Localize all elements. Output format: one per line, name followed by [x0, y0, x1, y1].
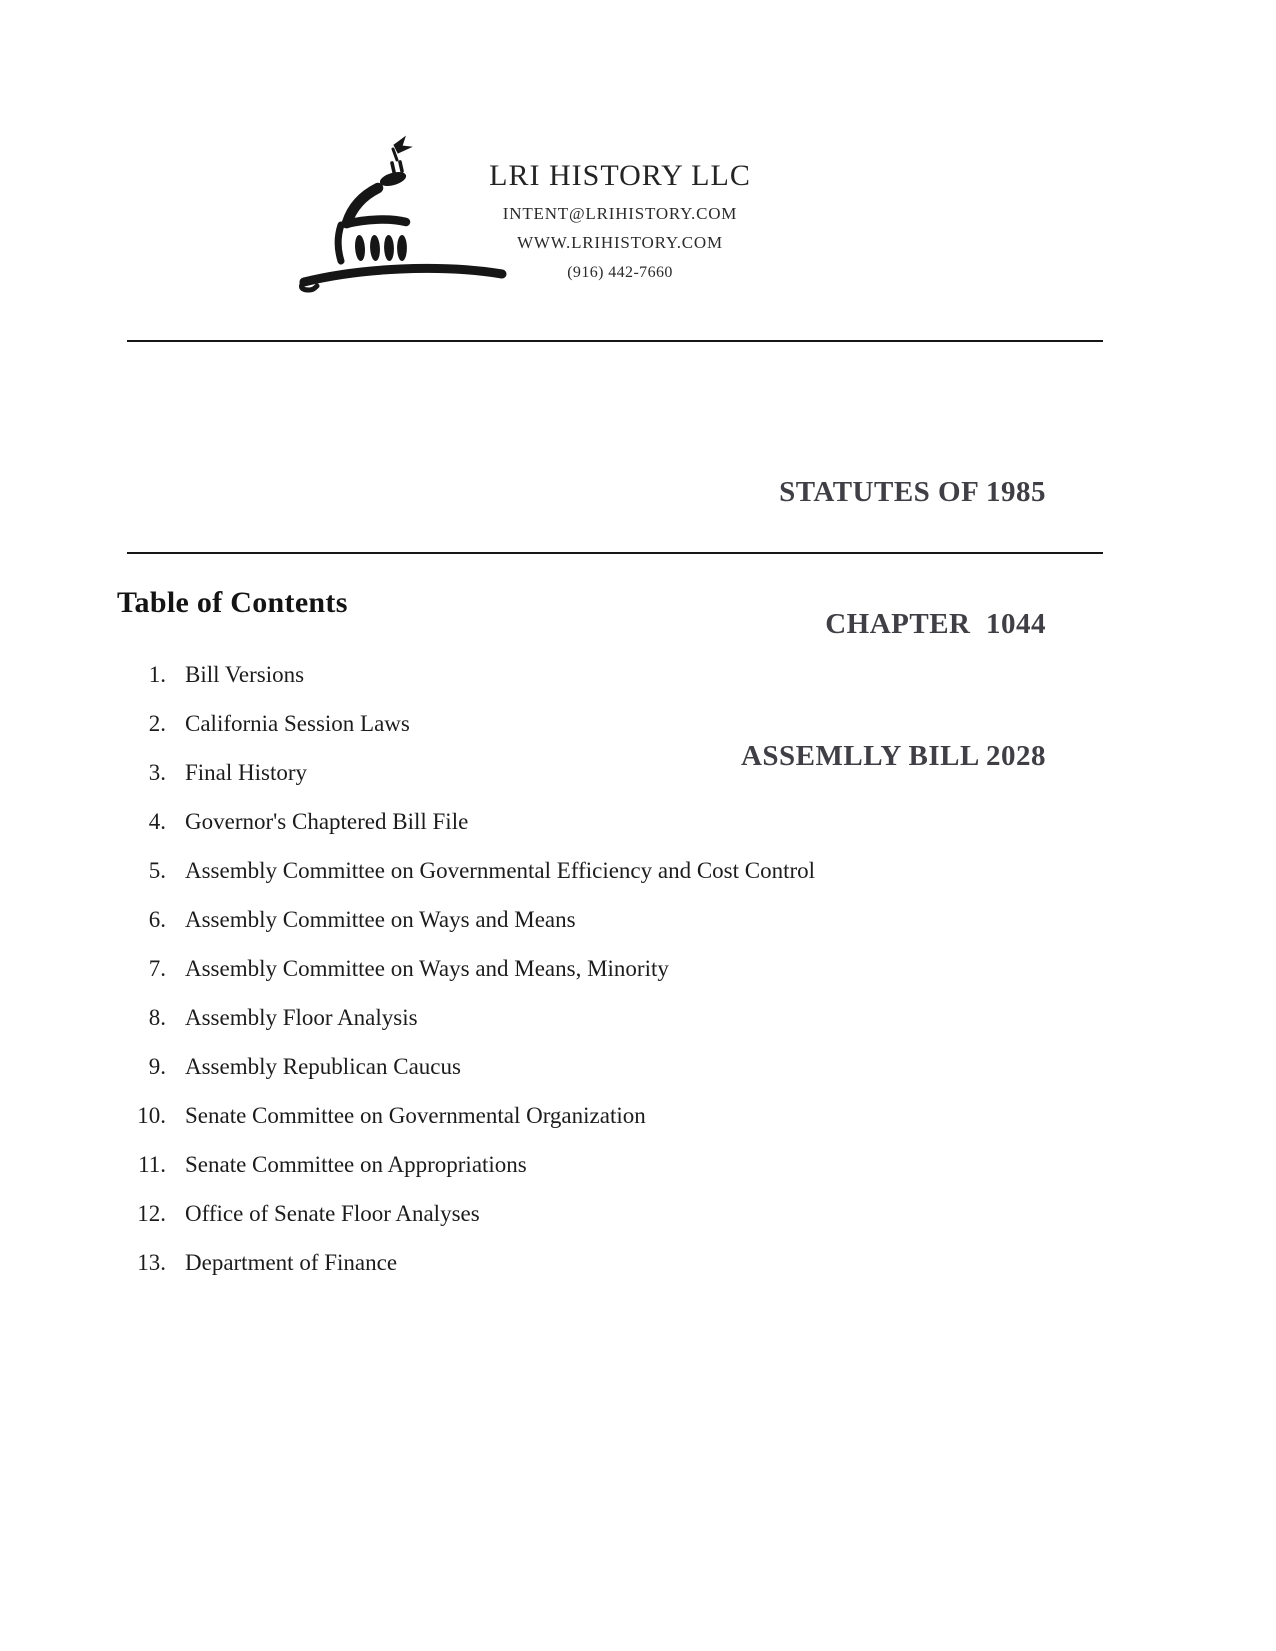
- toc-item-label: Assembly Republican Caucus: [185, 1054, 461, 1079]
- toc-item-number: 13.: [137, 1250, 166, 1275]
- company-website: WWW.LRIHISTORY.COM: [517, 233, 723, 252]
- toc-item-number: 12.: [137, 1201, 166, 1226]
- toc-title: Table of Contents: [117, 586, 348, 619]
- toc-item-number: 9.: [148, 1054, 166, 1079]
- company-phone: (916) 442-7660: [567, 264, 673, 281]
- toc-item-number: 6.: [148, 907, 166, 932]
- toc-item-label: Assembly Committee on Ways and Means: [185, 907, 576, 932]
- toc-item-number: 4.: [148, 809, 166, 834]
- toc-item-label: Senate Committee on Appropriations: [185, 1152, 527, 1177]
- toc-item: [0, 1238, 1276, 1287]
- toc-item-label: Bill Versions: [185, 662, 305, 687]
- toc-item: [0, 993, 1276, 1042]
- toc-item-number: 11.: [138, 1152, 166, 1177]
- toc-item: [0, 748, 1276, 797]
- toc-list: [0, 650, 1276, 1287]
- company-email: INTENT@LRIHISTORY.COM: [502, 204, 738, 223]
- toc-item: [0, 1140, 1276, 1189]
- toc-item-label: Final History: [185, 760, 308, 785]
- toc-item: [0, 895, 1276, 944]
- divider-rule-top: [127, 340, 1103, 342]
- toc-item-label: Governor's Chaptered Bill File: [185, 809, 469, 834]
- toc-item: [0, 944, 1276, 993]
- toc-item-label: Department of Finance: [185, 1250, 398, 1275]
- toc-item-number: 3.: [148, 760, 166, 785]
- chapter-line: CHAPTER 1044: [825, 608, 1046, 640]
- toc-item: [0, 1189, 1276, 1238]
- company-header: [440, 158, 800, 282]
- toc-item-label: Office of Senate Floor Analyses: [185, 1201, 480, 1226]
- toc-item-number: 10.: [137, 1103, 166, 1128]
- toc-item-label: California Session Laws: [185, 711, 410, 736]
- toc-item-number: 8.: [148, 1005, 166, 1030]
- company-name: LRI HISTORY LLC: [489, 159, 751, 192]
- toc-item-label: Assembly Committee on Ways and Means, Minority: [185, 956, 669, 981]
- toc-item: [0, 1042, 1276, 1091]
- bill-line: ASSEMLLY BILL 2028: [740, 740, 1046, 772]
- statutes-line: STATUTES OF 1985: [779, 476, 1046, 508]
- toc-item: [0, 1091, 1276, 1140]
- toc-item: [0, 846, 1276, 895]
- toc-item-number: 5.: [148, 858, 166, 883]
- toc-item: [0, 797, 1276, 846]
- toc-item-number: 1.: [148, 662, 166, 687]
- divider-rule-bottom: [127, 552, 1103, 554]
- toc-item: [0, 650, 1276, 699]
- toc-item: [0, 699, 1276, 748]
- toc-item-number: 7.: [148, 956, 166, 981]
- toc-item-label: Assembly Committee on Governmental Efficiency and Cost Control: [185, 858, 816, 883]
- toc-item-label: Assembly Floor Analysis: [185, 1005, 418, 1030]
- toc-item-label: Senate Committee on Governmental Organization: [185, 1103, 646, 1128]
- toc-item-number: 2.: [148, 711, 166, 736]
